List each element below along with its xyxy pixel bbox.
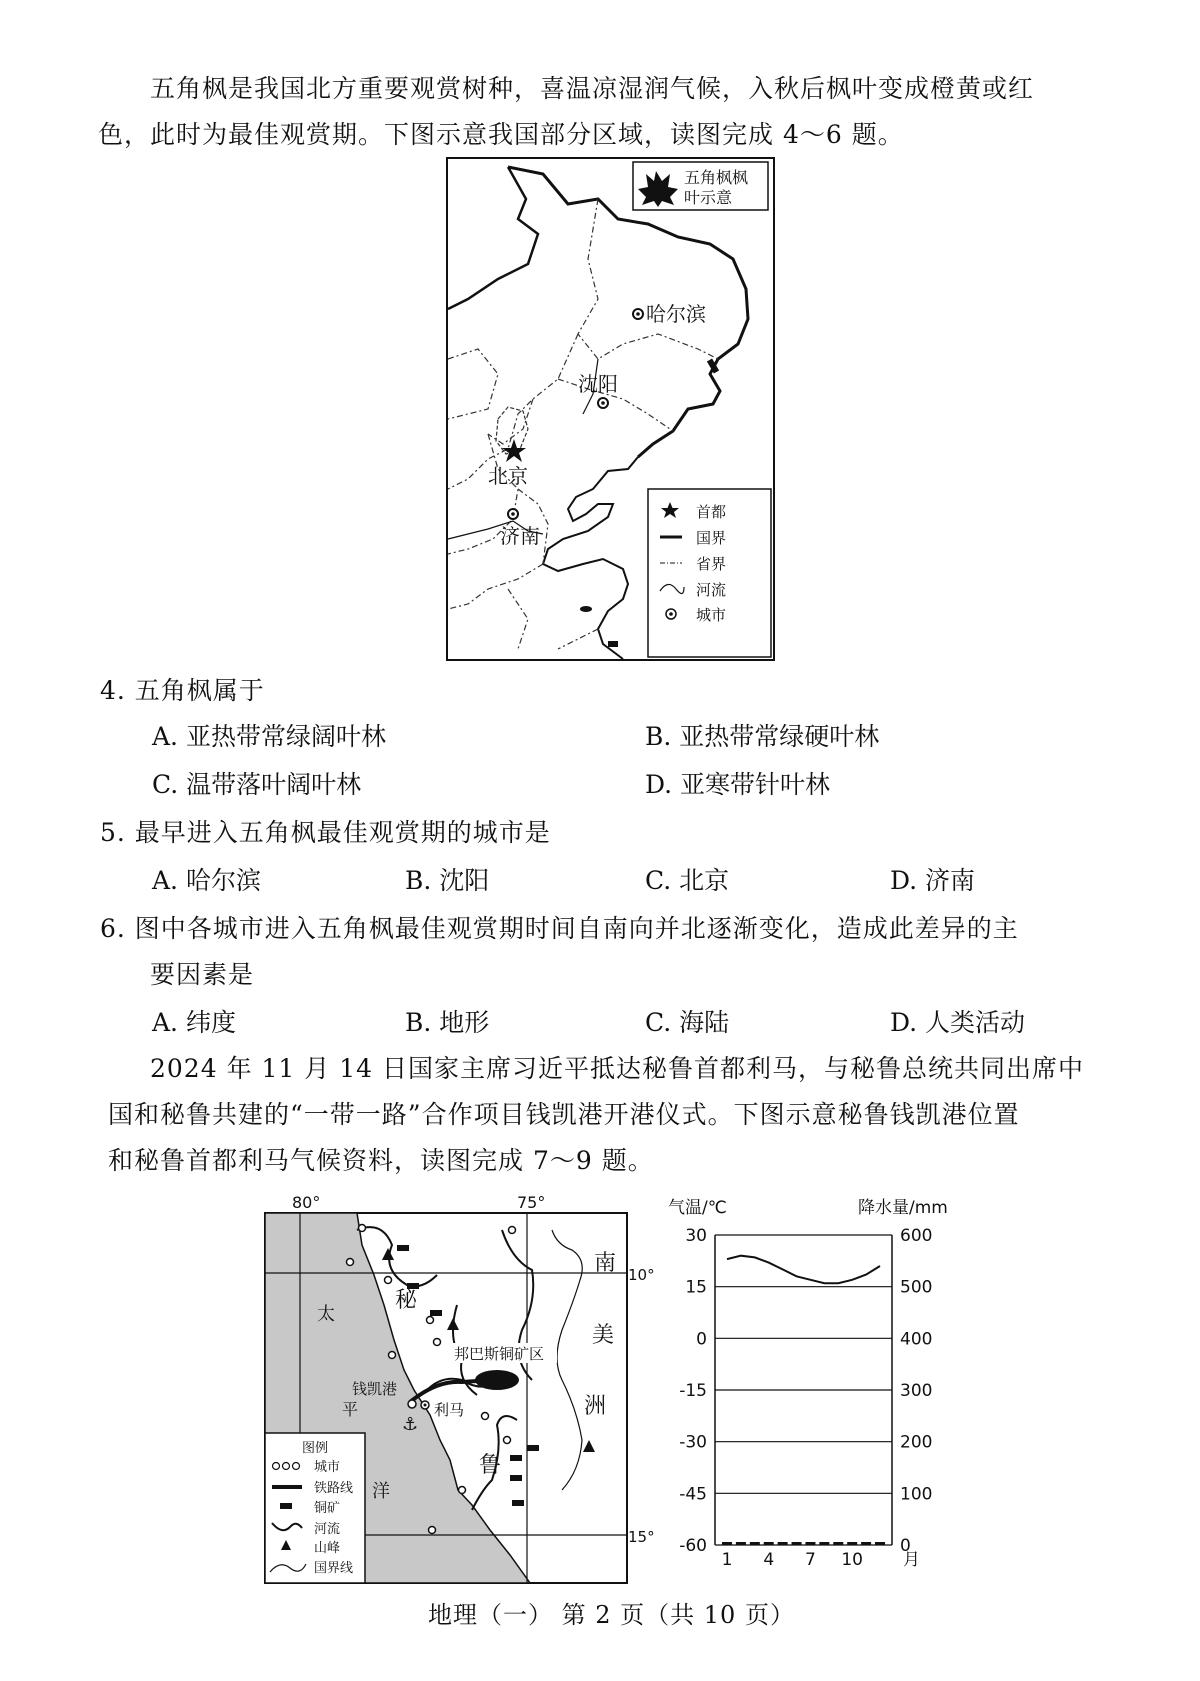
precipitation-bar (722, 1542, 732, 1545)
q5-option-b[interactable]: B. 沈阳 (405, 866, 490, 895)
chart-x-tick-label: 1 (721, 1550, 733, 1570)
precipitation-bar (847, 1542, 857, 1545)
chart-right-tick-label: 0 (900, 1536, 911, 1556)
q4-stem: 4. 五角枫属于 (100, 676, 265, 705)
lon-75-label: 75° (517, 1193, 546, 1212)
map-northeast-china (446, 157, 775, 661)
q6-option-c[interactable]: C. 海陆 (645, 1008, 730, 1037)
mine-label: 邦巴斯铜矿区 (454, 1345, 545, 1363)
precipitation-bar (861, 1542, 871, 1545)
island-shape (580, 606, 592, 612)
climate-chart-container (660, 1195, 980, 1595)
precipitation-bar (778, 1542, 788, 1545)
map2-legend-title: 图例 (302, 1441, 329, 1456)
chart-left-tick-label: -45 (679, 1484, 707, 1505)
chart-right-tick-label: 600 (900, 1226, 933, 1246)
ocean-char-2: 平 (342, 1400, 359, 1419)
precipitation-bar (819, 1542, 829, 1545)
copper-mine-region (475, 1370, 519, 1390)
precipitation-bar (764, 1542, 774, 1545)
q4-option-d[interactable]: D. 亚寒带针叶林 (645, 770, 831, 799)
lima-label: 利马 (434, 1401, 465, 1419)
lat-15-label: 15° (628, 1528, 655, 1546)
map2-legend-copper: 铜矿 (314, 1501, 341, 1516)
q4-option-b[interactable]: B. 亚热带常绿硬叶林 (645, 722, 880, 751)
legend-city: 城市 (696, 606, 727, 624)
q6-option-b[interactable]: B. 地形 (405, 1008, 490, 1037)
lat-10-label: 10° (628, 1266, 655, 1284)
bottom-right-island (608, 641, 618, 647)
q5-option-d[interactable]: D. 济南 (890, 866, 976, 895)
chart-left-tick-label: -15 (679, 1381, 707, 1401)
chart-left-tick-label: -60 (679, 1536, 707, 1556)
map2-legend-city: 城市 (314, 1460, 341, 1475)
intro2-line3: 和秘鲁首都利马气候资料，读图完成 7～9 题。 (108, 1146, 654, 1175)
anchor-icon: ⚓ (402, 1414, 419, 1435)
climate-chart (660, 1195, 980, 1595)
chart-left-tick-label: 30 (685, 1226, 707, 1246)
intro2-line1: 2024 年 11 月 14 日国家主席习近平抵达秘鲁首都利马，与秘鲁总统共同出席中 (150, 1054, 1084, 1083)
legend-copper-icon (280, 1503, 292, 1509)
country-char-1: 秘 (395, 1288, 418, 1313)
chart-right-tick-label: 200 (900, 1432, 933, 1453)
q6-stem-line1: 6. 图中各城市进入五角枫最佳观赏期时间自南向并北逐渐变化，造成此差异的主 (100, 914, 1019, 943)
q4-option-a[interactable]: A. 亚热带常绿阔叶林 (152, 722, 386, 751)
continent-char-1: 南 (594, 1251, 617, 1276)
shenyang-label: 沈阳 (578, 372, 618, 396)
ocean-char-3: 洋 (372, 1481, 390, 1502)
coastline (543, 457, 638, 659)
chart-left-tick-label: -30 (679, 1432, 707, 1453)
q6-option-a[interactable]: A. 纬度 (152, 1008, 236, 1037)
map2-legend-river: 河流 (314, 1522, 341, 1537)
port-label: 钱凯港 (352, 1380, 398, 1398)
intro2-line2: 国和秘鲁共建的“一带一路”合作项目钱凯港开港仪式。下图示意秘鲁钱凯港位置 (108, 1100, 1020, 1129)
precipitation-bar (805, 1542, 815, 1545)
map-peru-svg (262, 1190, 655, 1590)
chart-left-tick-label: 15 (685, 1277, 707, 1298)
chart-right-tick-label: 400 (900, 1329, 933, 1350)
chart-x-tick-label: 10 (841, 1550, 864, 1570)
chart-xlabel: 月 (903, 1550, 920, 1570)
continent-char-3: 洲 (584, 1394, 607, 1419)
temperature-curve (727, 1256, 880, 1284)
map2-legend-border: 国界线 (314, 1561, 354, 1576)
chart-x-tick-label: 4 (763, 1550, 775, 1570)
q4-option-c[interactable]: C. 温带落叶阔叶林 (152, 770, 362, 799)
west-border (448, 167, 538, 309)
ocean-char-1: 太 (317, 1304, 335, 1325)
leaf-label-2: 叶示意 (684, 188, 733, 207)
page-footer: 地理（一） 第 2 页（共 10 页） (428, 1601, 795, 1629)
map-peru-container (262, 1190, 655, 1590)
chart-ylabel-right: 降水量/mm (858, 1198, 948, 1218)
precipitation-bar (875, 1542, 885, 1545)
intro1-line1: 五角枫是我国北方重要观赏树种，喜温凉湿润气候，入秋后枫叶变成橙黄或红 (150, 74, 1035, 103)
map2-legend-peak: 山峰 (314, 1541, 341, 1556)
chart-ylabel-left: 气温/℃ (668, 1198, 727, 1218)
harbin-label: 哈尔滨 (646, 302, 706, 326)
country-char-2: 鲁 (479, 1453, 502, 1478)
legend-river: 河流 (696, 581, 727, 599)
chart-x-tick-label: 7 (805, 1550, 816, 1570)
chart-right-tick-label: 300 (900, 1381, 933, 1401)
capital-star-icon (502, 439, 526, 462)
chart-right-tick-label: 500 (900, 1277, 933, 1298)
leaf-label-1: 五角枫枫 (684, 168, 749, 187)
q6-option-d[interactable]: D. 人类活动 (890, 1008, 1026, 1037)
legend-capital: 首都 (696, 503, 727, 521)
chancay-port-dot (408, 1400, 416, 1408)
legend-national: 国界 (696, 529, 727, 547)
precipitation-bar (792, 1542, 802, 1545)
q5-option-a[interactable]: A. 哈尔滨 (152, 866, 261, 895)
precipitation-bar (833, 1542, 843, 1545)
precipitation-bar (736, 1542, 746, 1545)
intro1-line2: 色，此时为最佳观赏期。下图示意我国部分区域，读图完成 4～6 题。 (98, 120, 904, 149)
q5-stem: 5. 最早进入五角枫最佳观赏期的城市是 (100, 818, 551, 847)
map-northeast-china-svg (448, 159, 773, 659)
beijing-label: 北京 (488, 464, 528, 488)
precipitation-bar (750, 1542, 760, 1545)
chart-left-tick-label: 0 (696, 1329, 707, 1350)
chart-right-tick-label: 100 (900, 1484, 933, 1505)
legend-province: 省界 (696, 555, 727, 573)
q6-stem-line2: 要因素是 (150, 960, 255, 989)
lon-80-label: 80° (292, 1193, 321, 1212)
map2-legend-railway: 铁路线 (314, 1481, 354, 1496)
continent-char-2: 美 (592, 1323, 615, 1348)
q5-option-c[interactable]: C. 北京 (645, 866, 730, 895)
jinan-label: 济南 (500, 524, 540, 548)
